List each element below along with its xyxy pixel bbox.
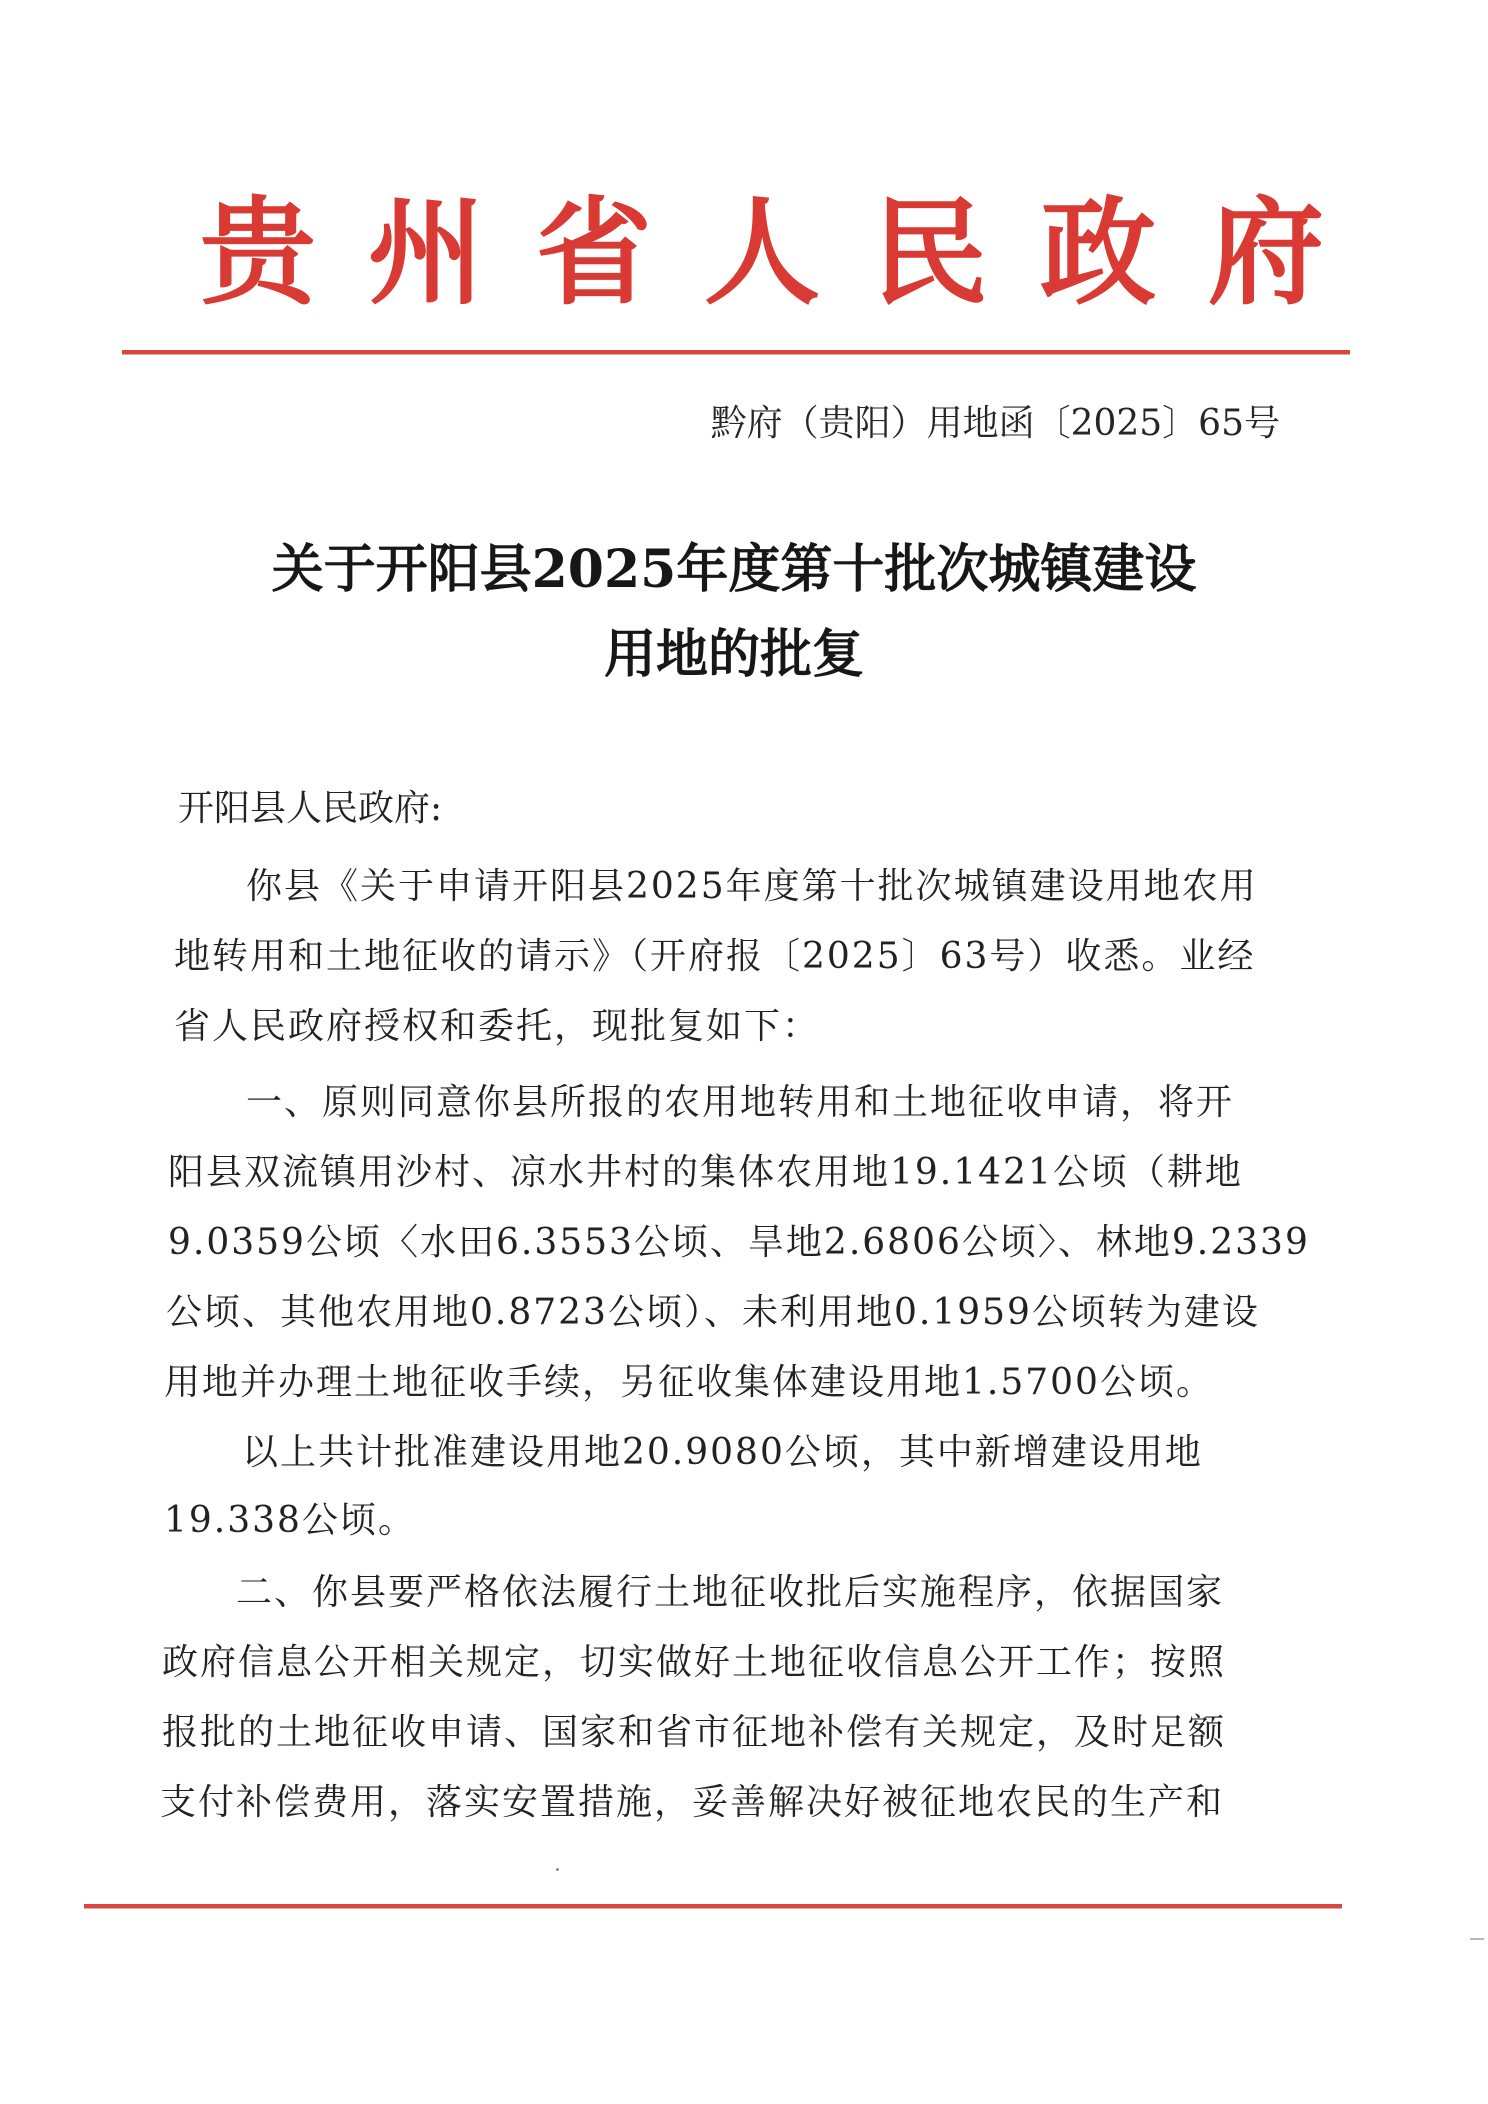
body-line-8: 用地并办理土地征收手续，另征收集体建设用地1.5700公顷。 <box>164 1362 1214 1403</box>
body-line-6: 9.0359公顷〈水田6.3553公顷、旱地2.6806公顷〉、林地9.2339 <box>168 1222 1310 1263</box>
masthead-red-rule <box>122 350 1350 355</box>
body-line-5: 阳县双流镇用沙村、凉水井村的集体农用地19.1421公顷（耕地 <box>168 1152 1243 1193</box>
body-line-3: 省人民政府授权和委托，现批复如下： <box>174 1006 821 1047</box>
issuer-masthead: 贵州省人民政府 <box>200 185 1376 321</box>
scan-dot <box>556 1868 559 1871</box>
body-line-11: 二、你县要严格依法履行土地征收批后实施程序，依据国家 <box>236 1572 1225 1613</box>
body-line-12: 政府信息公开相关规定，切实做好土地征收信息公开工作；按照 <box>162 1642 1227 1683</box>
addressee: 开阳县人民政府: <box>178 788 443 829</box>
body-line-9: 以上共计批准建设用地20.9080公顷，其中新增建设用地 <box>242 1432 1203 1473</box>
body-line-14: 支付补偿费用，落实安置措施，妥善解决好被征地农民的生产和 <box>160 1782 1225 1823</box>
body-line-4: 一、原则同意你县所报的农用地转用和土地征收申请，将开 <box>246 1082 1235 1123</box>
document-title-line-2: 用地的批复 <box>603 624 864 685</box>
body-line-10: 19.338公顷。 <box>164 1500 416 1541</box>
scan-edge-mark <box>1470 1938 1484 1940</box>
document-title-line-1: 关于开阳县2025年度第十批次城镇建设 <box>271 539 1197 600</box>
body-line-13: 报批的土地征收申请、国家和省市征地补偿有关规定，及时足额 <box>162 1712 1227 1753</box>
body-line-1: 你县《关于申请开阳县2025年度第十批次城镇建设用地农用 <box>246 866 1258 907</box>
document-number: 黔府（贵阳）用地函〔2025〕65号 <box>710 403 1280 444</box>
body-line-7: 公顷、其他农用地0.8723公顷）、未利用地0.1959公顷转为建设 <box>166 1292 1260 1333</box>
footer-red-rule <box>84 1904 1342 1909</box>
body-line-2: 地转用和土地征收的请示》（开府报〔2025〕63号）收悉。业经 <box>174 936 1256 977</box>
